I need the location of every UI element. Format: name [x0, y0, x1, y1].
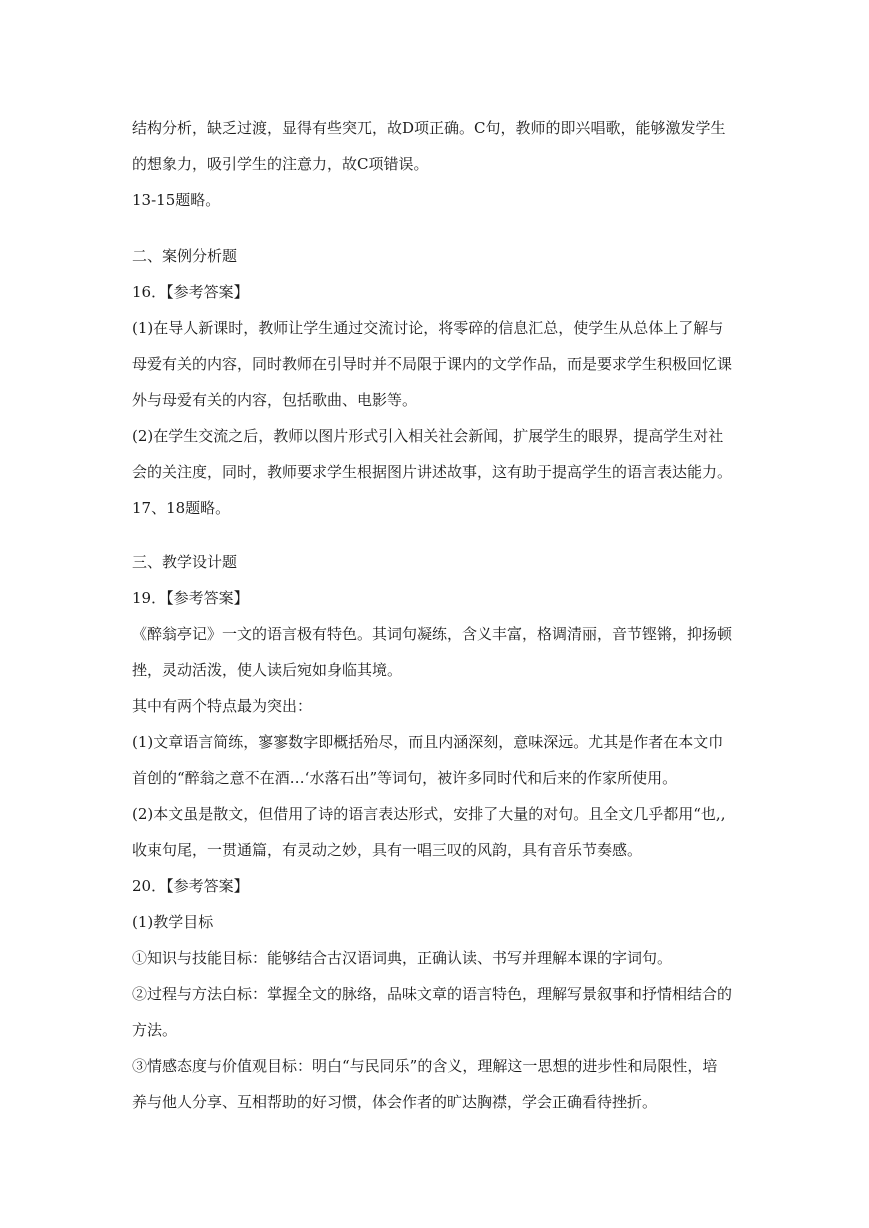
- text-line: 收束句尾，一贯通篇，有灵动之妙，具有一唱三叹的风韵，具有音乐节奏感。: [132, 841, 643, 859]
- text-line: ②过程与方法白标：掌握全文的脉络，品味文章的语言特色，理解写景叙事和抒情相结合的: [132, 985, 733, 1003]
- text-line: ③情感态度与价值观目标：明白“与民同乐”的含义，理解这一思想的进步性和局限性，培: [132, 1057, 718, 1075]
- text-line: 结构分析，缺乏过渡，显得有些突兀，故D项正确。C句，教师的即兴唱歌，能够激发学生: [132, 119, 726, 137]
- text-line: 17、18题略。: [132, 499, 231, 517]
- text-line: 《醉翁亭记》一文的语言极有特色。其词句凝练，含义丰富，格调清丽，音节铿锵，抑扬顿: [132, 625, 733, 643]
- text-line: 养与他人分享、互相帮助的好习惯，体会作者的旷达胸襟，学会正确看待挫折。: [132, 1093, 658, 1111]
- answer-heading: 20．【参考答案】: [132, 877, 249, 895]
- text-line: (2)在学生交流之后，教师以图片形式引入相关社会新闻，扩展学生的眼界，提高学生对社: [132, 427, 724, 445]
- text-line: 首创的“醉翁之意不在酒…‘水落石出”等词句，被许多同时代和后来的作家所使用。: [132, 769, 678, 787]
- section-heading: 三、教学设计题: [132, 553, 238, 571]
- text-line: 其中有两个特点最为突出：: [132, 697, 313, 715]
- text-line: (1)在导人新课时，教师让学生通过交流讨论，将零碎的信息汇总，使学生从总体上了解与: [132, 319, 724, 337]
- text-line: 会的关注度，同时，教师要求学生根据图片讲述故事，这有助于提高学生的语言表达能力。: [132, 463, 733, 481]
- answer-heading: 16．【参考答案】: [132, 283, 249, 301]
- text-line: 外与母爱有关的内容，包括歌曲、电影等。: [132, 391, 418, 409]
- text-line: 的想象力，吸引学生的注意力，故C项错误。: [132, 155, 429, 173]
- section-heading: 二、案例分析题: [132, 247, 238, 265]
- answer-heading: 19．【参考答案】: [132, 589, 249, 607]
- text-line: (1)教学目标: [132, 913, 214, 931]
- text-line: 挫，灵动活泼，使人读后宛如身临其境。: [132, 661, 403, 679]
- text-line: 方法。: [132, 1021, 178, 1039]
- text-line: (1)文章语言简练，寥寥数字即概括殆尽，而且内涵深刻，意味深远。尤其是作者在本文巾: [132, 733, 724, 751]
- text-line: 13-15题略。: [132, 191, 221, 209]
- text-line: (2)本文虽是散文，但借用了诗的语言表达形式，安排了大量的对句。且全文几乎都用“也,,: [132, 805, 726, 823]
- text-line: 母爱有关的内容，同时教师在引导时并不局限于课内的文学作品，而是要求学生积极回忆课: [132, 355, 733, 373]
- text-line: ①知识与技能目标：能够结合古汉语词典，正确认读、书写并理解本课的字词句。: [132, 949, 673, 967]
